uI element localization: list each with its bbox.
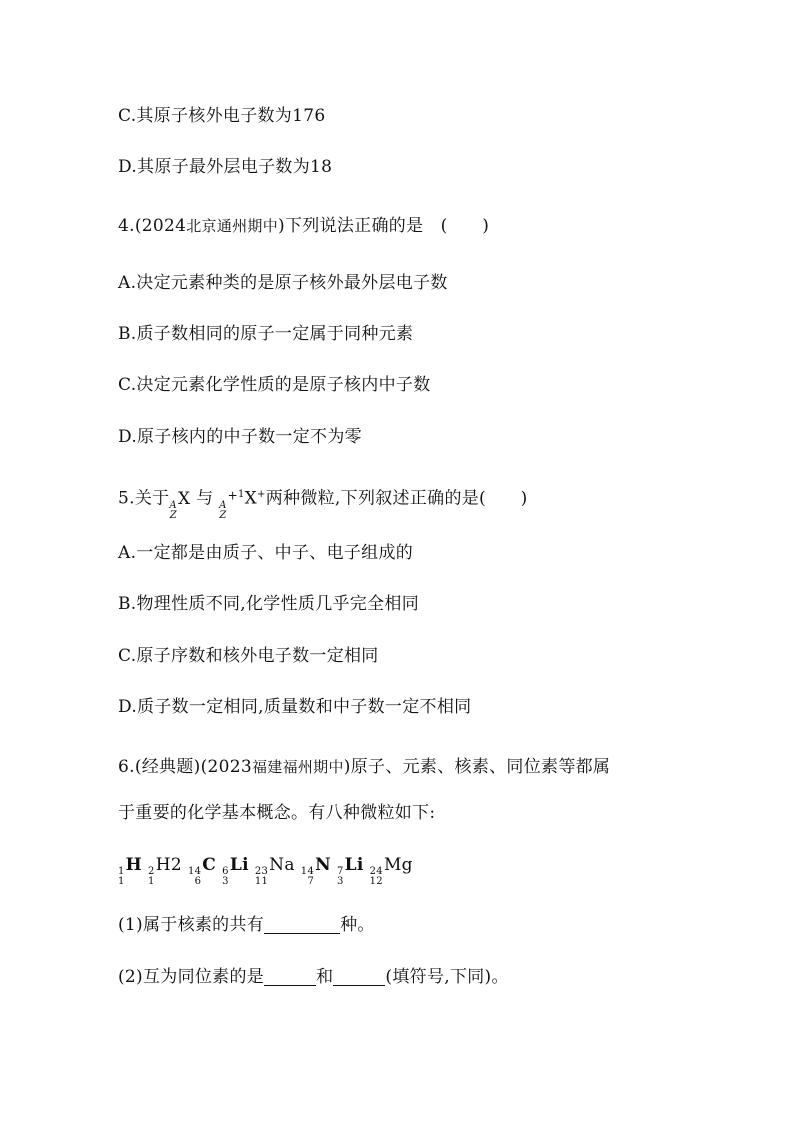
q6-sub2	[118, 965, 509, 989]
particle-scripts	[188, 867, 201, 887]
particle-mass-number: 2	[148, 866, 155, 877]
q6-sub2-blank-1[interactable]	[264, 967, 316, 986]
particle	[301, 853, 331, 887]
q5-symbol-1: X	[177, 488, 191, 509]
particle-scripts	[118, 867, 125, 887]
q4-stem	[118, 214, 489, 238]
particle-atomic-number: 3	[222, 876, 229, 887]
q5-nuclide-2	[219, 483, 266, 521]
particle-atomic-number: 7	[307, 876, 315, 887]
particle-mass-number: 23	[254, 866, 269, 877]
q5-atomic-2: Z	[219, 509, 227, 521]
particle-scripts	[255, 867, 268, 887]
particle-atomic-number: 1	[118, 876, 125, 887]
q4-stem-text: )下列说法正确的是 ( )	[278, 216, 490, 236]
q6-sub2-blank-2[interactable]	[333, 967, 385, 986]
q5-mid: 与	[190, 488, 220, 509]
q5-nuclide-1	[169, 487, 190, 521]
q4-source: 北京通州期中	[186, 217, 279, 235]
q5-suffix: 两种微粒,下列叙述正确的是( )	[265, 488, 528, 509]
q5-atomic-1: Z	[169, 509, 177, 521]
particle-scripts	[301, 867, 314, 887]
q5-option-c: C.原子序数和核外电子数一定相同	[118, 646, 379, 666]
particle-mass-number: 24	[369, 866, 383, 877]
particle-symbol: Na	[269, 855, 295, 875]
particle-mass-number: 14	[187, 866, 202, 877]
q6-sub1-suffix: 种。	[340, 915, 375, 935]
q6-number: 6.(经典题)(2023	[118, 757, 252, 777]
q5-option-b: B.物理性质不同,化学性质几乎完全相同	[118, 594, 419, 614]
particle-mass-number: 14	[300, 866, 315, 877]
particle-atomic-number: 3	[336, 876, 344, 887]
q6-particle-list	[118, 853, 419, 887]
q6-sub1-blank[interactable]	[264, 915, 340, 934]
q5-option-d: D.质子数一定相同,质量数和中子数一定不相同	[118, 697, 472, 717]
q5-prefix: 5.关于	[118, 488, 170, 509]
particle	[337, 853, 364, 887]
particle	[118, 853, 142, 887]
particle-atomic-number: 1	[148, 876, 155, 887]
q3-option-c: C.其原子核外电子数为176	[118, 106, 326, 126]
particle-symbol: Li	[229, 855, 249, 875]
particle	[188, 853, 216, 887]
q4-option-d: D.原子核内的中子数一定不为零	[118, 427, 362, 447]
q6-sub1-prefix: (1)属于核素的共有	[118, 915, 265, 935]
particle	[370, 853, 413, 887]
q6-sub2-suffix: (填符号,下同)。	[385, 967, 509, 987]
q6-stem-text: )原子、元素、核素、同位素等都属	[343, 757, 611, 777]
q4-option-c: C.决定元素化学性质的是原子核内中子数	[118, 375, 431, 395]
particle-symbol: H	[125, 855, 143, 875]
particle-atomic-number: 6	[194, 876, 202, 887]
particle	[255, 853, 295, 887]
q5-stem	[118, 483, 528, 521]
particle-symbol: H2	[155, 855, 182, 875]
particle-symbol: Li	[344, 855, 364, 875]
particle-mass-number: 1	[118, 866, 125, 877]
particle-mass-number: 6	[222, 866, 229, 877]
particle-mass-number: 7	[336, 866, 344, 877]
q5-symbol-2: X	[244, 488, 258, 509]
particle	[222, 853, 249, 887]
particle-atomic-number: 12	[369, 876, 383, 887]
q5-option-a: A.一定都是由质子、中子、电子组成的	[118, 543, 414, 563]
particle-scripts	[370, 867, 383, 887]
q6-sub2-mid: 和	[316, 967, 334, 987]
q5-mass-1: A	[169, 499, 177, 511]
particle-symbol: C	[202, 855, 217, 875]
particle-scripts	[148, 867, 155, 887]
q4-option-a: A.决定元素种类的是原子核外最外层电子数	[118, 273, 448, 293]
particle-atomic-number: 11	[254, 876, 269, 887]
q5-mass-2: A	[219, 499, 227, 511]
particle-symbol: Mg	[383, 855, 413, 875]
q5-plus: +	[227, 488, 238, 503]
particle-symbol: N	[315, 855, 331, 875]
q6-sub1	[118, 913, 375, 937]
particle	[148, 853, 182, 887]
particle-scripts	[337, 867, 344, 887]
q6-stem-line2: 于重要的化学基本概念。有八种微粒如下:	[118, 803, 436, 823]
q6-stem	[118, 755, 610, 779]
q5-one: 1	[237, 489, 245, 500]
q4-number: 4.(2024	[118, 216, 187, 236]
q3-option-d: D.其原子最外层电子数为18	[118, 157, 333, 177]
particle-scripts	[222, 867, 229, 887]
q6-sub2-prefix: (2)互为同位素的是	[118, 967, 265, 987]
q6-source: 福建福州期中	[251, 758, 344, 776]
q4-option-b: B.质子数相同的原子一定属于同种元素	[118, 324, 414, 344]
q5-charge: +	[257, 489, 266, 500]
